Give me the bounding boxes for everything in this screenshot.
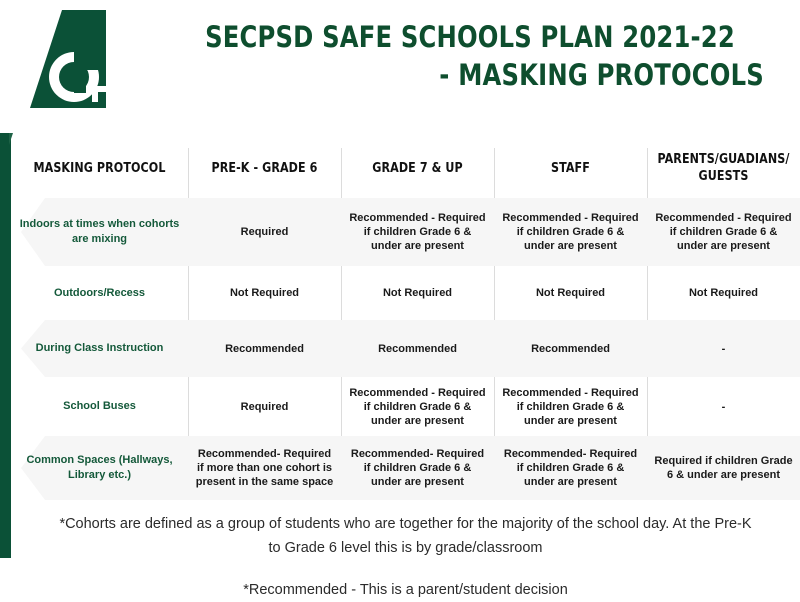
cell-r2-parents-guardians-guests: Not Required (688, 287, 759, 299)
cell-r2-staff: Not Required (535, 287, 606, 299)
cell-r3-parents-guardians-guests: - (721, 342, 726, 355)
cell-r1-parents-guardians-guests: Recommended - Required if children Grade 6 & under are present (655, 212, 792, 252)
cell-r1-grade-7-and-up: Recommended - Required if children Grade 6 & under are present (349, 212, 486, 252)
table-row (11, 198, 800, 266)
cell-r3-grade-7-and-up: Recommended (378, 342, 457, 355)
footnotes (11, 512, 800, 602)
cell-r1-staff: Recommended - Required if children Grade 6 & under are present (502, 212, 639, 252)
cell-r3-pre-k-grade-6: Recommended (225, 342, 304, 355)
table-row (11, 436, 800, 500)
cell-r5-pre-k-grade-6: Recommended- Required if more than one cohort is present in the same space (195, 448, 334, 488)
secpsd-crest-logo (18, 8, 118, 113)
cell-r5-grade-7-and-up: Recommended- Required if children Grade 6 & under are present (350, 448, 485, 488)
cell-r5-parents-guardians-guests: Required if children Grade 6 & under are present (654, 455, 793, 481)
column-header-staff: STAFF (551, 160, 590, 176)
table-row (11, 377, 800, 436)
cell-r4-grade-7-and-up: Recommended - Required if children Grade 6 & under are present (349, 386, 486, 427)
cell-r4-pre-k-grade-6: Required (240, 400, 289, 413)
page-title (150, 18, 790, 94)
page-header (0, 0, 800, 128)
column-header-masking-protocol: MASKING PROTOCOL (33, 160, 166, 176)
row-label-school-buses: School Buses (63, 400, 136, 412)
footnote-recommended-definition: *Recommended - This is a parent/student decision (243, 582, 568, 598)
left-accent-bar (0, 133, 11, 558)
footnote-cohorts-definition: *Cohorts are defined as a group of students who are together for the majority of the school day. At the Pre-K to Grade 6 level this is by grade/classroom (59, 516, 752, 556)
cell-r3-staff: Recommended (531, 342, 610, 355)
page-title-line-1: SECPSD SAFE SCHOOLS PLAN 2021-22 (205, 20, 735, 54)
cell-r2-pre-k-grade-6: Not Required (229, 287, 300, 299)
row-label-common-spaces: Common Spaces (Hallways, Library etc.) (26, 454, 173, 481)
column-header-parents-guardians-guests: PARENTS/GUADIANS/ GUESTS (657, 152, 790, 184)
cell-r4-staff: Recommended - Required if children Grade 6 & under are present (502, 386, 639, 427)
cell-r2-grade-7-and-up: Not Required (382, 287, 453, 299)
table-row (11, 320, 800, 377)
cell-r4-parents-guardians-guests: - (721, 400, 726, 413)
cell-r1-pre-k-grade-6: Required (240, 226, 289, 238)
cell-r5-staff: Recommended- Required if children Grade 6 & under are present (503, 448, 638, 488)
row-label-during-class-instruction: During Class Instruction (35, 342, 164, 354)
column-header-pre-k-grade-6: PRE-K - GRADE 6 (211, 160, 318, 176)
row-label-indoors-cohorts-mixing: Indoors at times when cohorts are mixing (19, 218, 180, 245)
row-label-outdoors-recess: Outdoors/Recess (53, 286, 146, 299)
table-header-row (11, 140, 800, 196)
page-title-line-2: - MASKING PROTOCOLS (439, 58, 764, 92)
table-row (11, 266, 800, 320)
masking-protocol-table (11, 140, 800, 505)
column-header-grade-7-and-up: GRADE 7 & UP (372, 160, 463, 176)
